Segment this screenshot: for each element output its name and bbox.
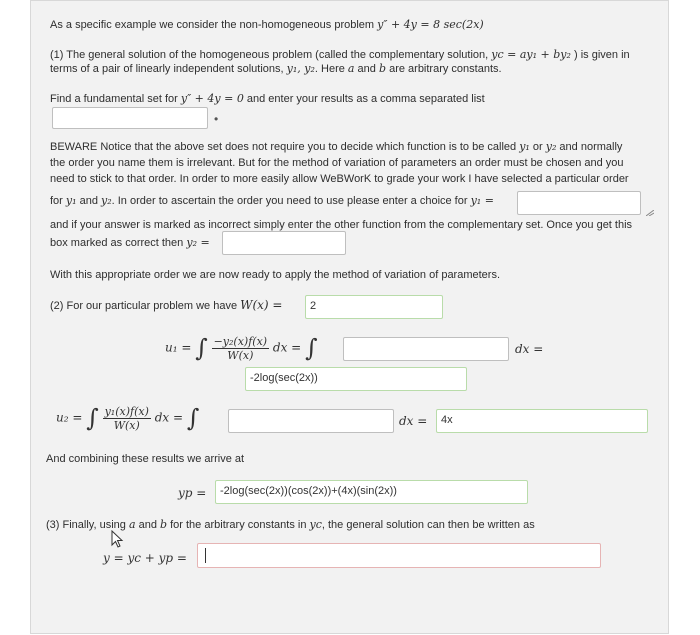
u2-input[interactable]: 4x (436, 409, 648, 433)
y1-y2-symbols: y₁, y₂ (286, 62, 315, 75)
beware-and: and (79, 195, 98, 207)
intro-text: As a specific example we consider the non-homogeneous problem (50, 19, 375, 31)
beware-line4 (50, 194, 494, 208)
y1-input[interactable] (517, 191, 641, 215)
beware-y2: y₂ (545, 140, 557, 153)
u2-numerator: y₁(x)f(x) (104, 404, 149, 418)
part1-text-a: (1) The general solution of the homogeneous problem (called the complementary solution, (50, 49, 489, 61)
order-text: With this appropriate order we are now ready to apply the method of variation of parameters. (50, 269, 501, 281)
part2-line (50, 298, 282, 313)
mouse-cursor-icon (111, 530, 125, 550)
integral-sign-2: ∫ (305, 334, 318, 362)
u2-dx2-label: dx = (399, 414, 428, 428)
beware-y1-b: y₁ (65, 194, 77, 207)
part1-line1 (50, 48, 630, 62)
prompt-text-b: and enter your results as a comma separated list (246, 93, 485, 105)
u1-expression (165, 334, 318, 362)
beware-line2: the order you name them is irrelevant. But for the method of variation of parameters an order must be chosen and you (50, 157, 624, 169)
fundamental-set-input[interactable] (52, 107, 208, 129)
beware-line6 (50, 236, 210, 250)
symbol-a: a (347, 62, 355, 75)
u1-fraction (212, 335, 270, 362)
y1-equals-label: y₁ = (470, 194, 494, 207)
prompt-equation: y″ + 4y = 0 (180, 92, 244, 105)
intro-line (50, 18, 484, 32)
beware-line5: and if your answer is marked as incorrect simply enter the other function from the complementary set. Once you get this (50, 219, 633, 231)
y2-input[interactable] (222, 231, 346, 255)
yc-equation: yc = ay₁ + by₂ (491, 48, 571, 61)
part1-and: and (357, 63, 376, 75)
beware-for: for (50, 195, 63, 207)
part3-and: and (138, 519, 157, 531)
part3-a: a (128, 518, 136, 531)
part1-text-c: terms of a pair of linearly independent solutions, (50, 63, 284, 75)
u1-label: u₁ = (165, 340, 192, 355)
prompt-text-a: Find a fundamental set for (50, 93, 178, 105)
general-solution-input[interactable] (197, 543, 601, 568)
integral-sign-4: ∫ (186, 404, 200, 432)
part3-yc: yc (309, 518, 322, 531)
beware-y2-b: y₂ (101, 194, 112, 207)
part3-text-a: (3) Finally, using (46, 519, 126, 531)
part3-text-b: for the arbitrary constants in (170, 519, 307, 531)
u2-integrand-input[interactable] (228, 409, 394, 433)
u1-dx2-label: dx = (515, 342, 544, 356)
part1-text-e: are arbitrary constants. (389, 63, 502, 75)
integral-sign-3: ∫ (86, 404, 99, 432)
u2-expression (56, 404, 199, 432)
beware-text-c: . In order to ascertain the order you need to use please enter a choice for (111, 195, 468, 207)
u2-dx-label: dx = (154, 410, 184, 425)
symbol-b: b (378, 62, 387, 75)
beware-y1: y₁ (519, 140, 530, 153)
u1-dx-label: dx = (272, 340, 302, 355)
u2-label: u₂ = (56, 410, 83, 425)
part3-text-c: , the general solution can then be written as (321, 519, 535, 531)
u1-input[interactable]: -2log(sec(2x)) (245, 367, 467, 391)
integral-sign-1: ∫ (195, 334, 208, 362)
part1-prompt (50, 92, 485, 106)
beware-text-a: BEWARE Notice that the above set does not require you to decide which function is to be called (50, 141, 517, 153)
u1-integrand-input[interactable] (343, 337, 509, 361)
wronskian-input[interactable]: 2 (305, 295, 443, 319)
u2-denominator: W(x) (113, 418, 140, 432)
beware-line3: need to stick to that order. In order to more easily allow WeBWorK to grade your work I have selected a particular order (50, 173, 629, 185)
combine-text: And combining these results we arrive at (46, 453, 245, 465)
yp-input[interactable]: -2log(sec(2x))(cos(2x))+(4x)(sin(2x)) (215, 480, 528, 504)
w-equals-label: W(x) = (240, 298, 283, 312)
beware-text-d: box marked as correct then (50, 237, 184, 249)
intro-equation: y″ + 4y = 8 sec(2x) (377, 18, 484, 31)
beware-text-b: and normally (559, 141, 623, 153)
u2-fraction (103, 405, 151, 432)
text-caret (205, 548, 206, 563)
u1-denominator: W(x) (227, 348, 254, 362)
part3-b: b (160, 518, 168, 531)
resize-grip-icon (646, 210, 654, 216)
part1-text-d: . Here (314, 63, 345, 75)
part1-text-b: ) is given in (574, 49, 630, 61)
part2-label: (2) For our particular problem we have (50, 300, 238, 312)
part1-line2 (50, 62, 502, 76)
beware-line1 (50, 140, 622, 154)
general-solution-label: y = yc + yp = (103, 551, 187, 565)
part1-marker: • (214, 112, 219, 126)
yp-equals-label: yp = (178, 486, 207, 500)
beware-or: or (532, 141, 543, 153)
u1-numerator: −y₂(x)f(x) (213, 334, 268, 348)
y2-equals-label: y₂ = (186, 236, 210, 249)
